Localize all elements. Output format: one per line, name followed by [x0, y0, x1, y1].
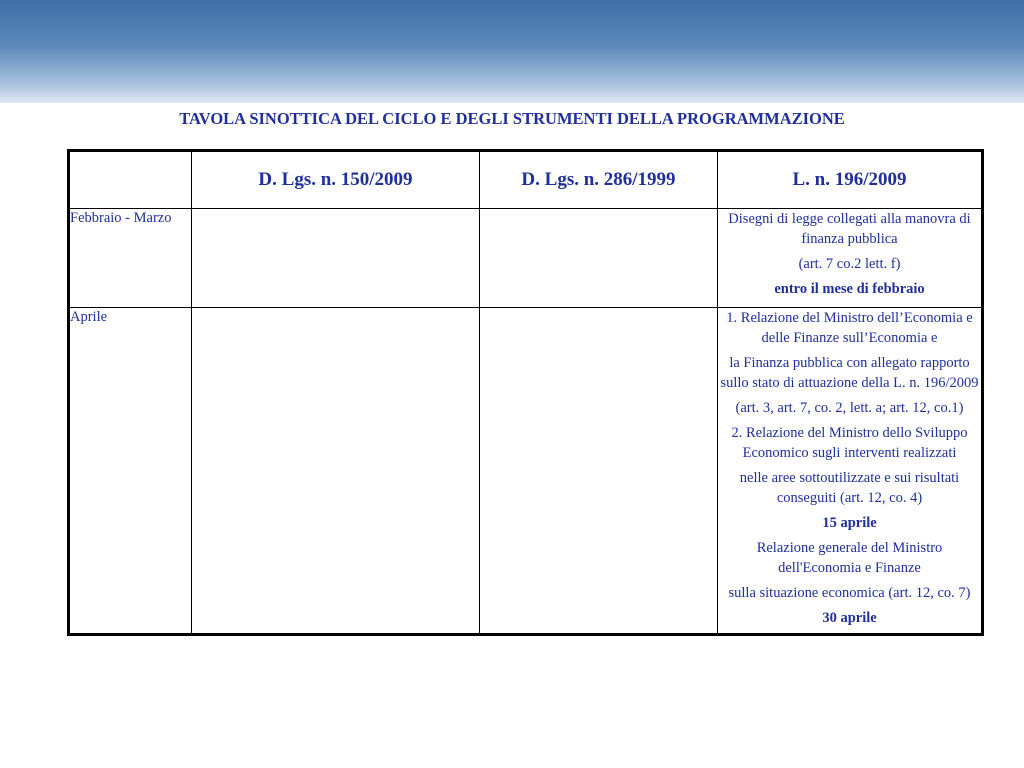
table-row: [69, 308, 983, 635]
cell-paragraph: 2. Relazione del Ministro dello Sviluppo Economico sugli interventi realizzati: [731, 425, 968, 461]
deadline-text: 30 aprile: [822, 610, 877, 626]
table-cell-col3: [718, 209, 983, 308]
table-cell-col3: [718, 308, 983, 635]
cell-paragraph: (art. 3, art. 7, co. 2, lett. a; art. 12, co.1): [735, 400, 964, 416]
table-cell-col1: [192, 308, 480, 635]
banner-divider: [0, 0, 1024, 103]
cell-paragraph: nelle aree sottoutilizzate e sui risultati conseguiti (art. 12, co. 4): [739, 470, 960, 506]
row-period-label: Aprile: [69, 308, 192, 635]
column-header-l-196-2009: L. n. 196/2009: [718, 151, 983, 209]
synoptic-table: [67, 149, 984, 636]
column-header-empty: [69, 151, 192, 209]
table-cell-col2: [480, 209, 718, 308]
cell-paragraph: Relazione generale del Ministro dell'Economia e Finanze: [756, 540, 943, 576]
page-title: TAVOLA SINOTTICA DEL CICLO E DEGLI STRUMENTI DELLA PROGRAMMAZIONE: [179, 109, 845, 128]
deadline-text: 15 aprile: [822, 515, 877, 531]
column-header-dlgs-286-1999: D. Lgs. n. 286/1999: [480, 151, 718, 209]
table-cell-col2: [480, 308, 718, 635]
table-cell-col1: [192, 209, 480, 308]
cell-paragraph: 1. Relazione del Ministro dell’Economia e delle Finanze sull’Economia e: [726, 310, 973, 346]
column-header-dlgs-150-2009: D. Lgs. n. 150/2009: [192, 151, 480, 209]
deadline-text: entro il mese di febbraio: [774, 281, 925, 297]
table-row: [69, 209, 983, 308]
cell-paragraph: la Finanza pubblica con allegato rapporto sullo stato di attuazione della L. n. 196/2009: [720, 355, 979, 391]
cell-paragraph: Disegni di legge collegati alla manovra di finanza pubblica: [728, 211, 971, 247]
row-period-label: Febbraio - Marzo: [69, 209, 192, 308]
table-header-row: [69, 151, 983, 209]
cell-paragraph: (art. 7 co.2 lett. f): [798, 256, 901, 272]
cell-paragraph: sulla situazione economica (art. 12, co. 7): [728, 585, 971, 601]
